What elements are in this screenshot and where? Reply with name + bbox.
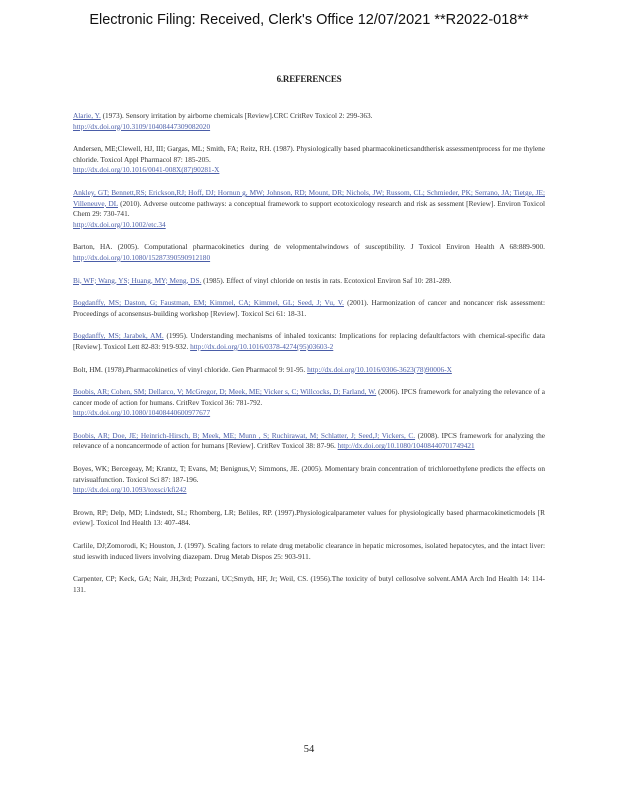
reference-authors-link[interactable]: Bi, WF; Wang, YS; Huang, MY; Meng, DS. — [73, 275, 202, 285]
reference-text: (2010). Adverse outcome pathways: a conceptual framework to support ecotoxicology research and risk as sessment [Review]. Environ Toxicol Chem 29: 730-741. — [73, 198, 545, 219]
reference-doi-link[interactable]: http://dx.doi.org/10.1016/0041-008X(87)90281-X — [73, 165, 220, 175]
reference-doi-link[interactable]: http://dx.doi.org/10.1016/0306-3623(78)90006-X — [307, 364, 452, 374]
reference-entry — [73, 541, 545, 562]
page-number: 54 — [303, 744, 315, 755]
reference-entry — [73, 574, 545, 595]
reference-entry — [73, 111, 545, 132]
reference-entry — [73, 242, 545, 263]
reference-doi-link[interactable]: http://dx.doi.org/10.1080/10408440701749421 — [337, 441, 475, 451]
reference-authors-link[interactable]: Boobis, AR; Doe, JE; Heinrich-Hirsch, B; Meek, ME; Munn , S; Ruchirawat, M; Schlatter, J; Seed,J; Vickers, C. — [73, 430, 416, 440]
reference-entry — [73, 508, 545, 529]
reference-text: (2006). IPCS framework for analyzing the relevance of a cancer mode of action for humans. CritRev Toxicol 36: 781-792. — [73, 387, 545, 407]
reference-entry — [73, 387, 545, 419]
reference-text: Carlile, DJ;Zomorodi, K; Houston, J. (1997). Scaling factors to relate drug metabolic clearance in hepatic microsomes, isolated hepatocytes, and the intact liver: stud ieswith induced livers involving diazepam. Drug Metab Dispos 25: 903-911. — [73, 541, 545, 561]
reference-entry — [73, 365, 545, 376]
reference-doi-link[interactable]: http://dx.doi.org/10.1093/toxsci/kfi242 — [73, 485, 187, 495]
reference-list — [73, 111, 545, 595]
reference-text: Carpenter, CP; Keck, GA; Nair, JH,3rd; Pozzani, UC;Smyth, HF, Jr; Weil, CS. (1956).The toxicity of butyl cellosolve solvent.AMA Arch Ind Health 14: 114-131. — [73, 574, 545, 594]
reference-authors-link[interactable]: Boobis, AR; Cohen, SM; Dellarco, V; McGregor, D; Meek, ME; Vicker s, C; Willcocks, D; Farland, W. — [73, 387, 377, 397]
reference-authors-link[interactable]: Ankley, GT; Bennett,RS; Erickson,RJ; Hoff, DJ; Hornun g, MW; Johnson, RD; Mount, DR; Nichols, JW; Russom, CL; Schmieder, PK; Serrano, JA; Tietge, JE; Villeneuve, DL — [73, 187, 545, 208]
reference-authors-link[interactable]: Alarie, Y. — [73, 111, 101, 120]
reference-text: Barton, HA. (2005). Computational pharmacokinetics during de velopmentalwindows of susceptibility. J Toxicol Environ Health A 68:889-900. — [73, 242, 545, 252]
reference-entry — [73, 276, 545, 287]
reference-text: Boyes, WK; Bercegeay, M; Krantz, T; Evans, M; Benignus,V; Simmons, JE. (2005). Momentary brain concentration of trichloroethylene predicts the effects on ratvisualfunction. Toxicol Sci 87: 187-196. — [73, 464, 545, 484]
reference-doi-link[interactable]: http://dx.doi.org/10.1002/etc.34 — [73, 219, 166, 229]
reference-text: (1985). Effect of vinyl chloride on testis in rats. Ecotoxicol Environ Saf 10: 281-289. — [203, 275, 452, 285]
reference-text: (2008). IPCS framework for analyzing the relevance of a noncancermode of action for humans [Review]. CritRev Toxicol 38: 87-96. — [73, 430, 546, 451]
section-title: 6.REFERENCES — [276, 74, 342, 84]
reference-entry — [73, 464, 545, 496]
reference-text: (1995). Understanding mechanisms of inhaled toxicants: Implications for replacing defaultfactors with chemical-specific data [Review]. Toxicol Lett 82-83: 919-932. — [73, 331, 545, 351]
reference-text: Brown, RP; Delp, MD; Lindstedt, SL; Rhomberg, LR; Beliles, RP. (1997).Physiologicalparameter values for physiologically based pharmacokineticmodels [R eview]. Toxicol Ind Health 13: 407-484. — [73, 507, 545, 528]
reference-text: (1973). Sensory irritation by airborne chemicals [Review].CRC CritRev Toxicol 2: 299-363. — [102, 111, 373, 120]
reference-entry — [73, 331, 545, 352]
reference-text: Andersen, ME;Clewell, HJ, III; Gargas, ML; Smith, FA; Reitz, RH. (1987). Physiologically based pharmacokineticsandtherisk assessmentprocess for me thylene chloride. Toxicol Appl Pharmacol 87: 185-205. — [73, 144, 545, 164]
reference-entry — [73, 298, 545, 319]
reference-entry — [73, 188, 545, 230]
filing-header: Electronic Filing: Received, Clerk's Office 12/07/2021 **R2022-018** — [89, 12, 529, 28]
reference-authors-link[interactable]: Bogdanffy, MS; Daston, G; Faustman, EM; Kimmel, CA; Kimmel, GL; Seed, J; Vu, V. — [73, 298, 344, 308]
reference-authors-link[interactable]: Bogdanffy, MS; Jarabek, AM. — [73, 331, 164, 341]
reference-text: Bolt, HM. (1978).Pharmacokinetics of vinyl chloride. Gen Pharmacol 9: 91-95. — [73, 364, 306, 374]
reference-entry — [73, 431, 545, 452]
reference-doi-link[interactable]: http://dx.doi.org/10.1016/0378-4274(95)03603-2 — [190, 341, 334, 351]
reference-text: (2001). Harmonization of cancer and noncancer risk assessment: Proceedings of aconsensus-building workshop [Review]. Toxicol Sci 61: 18-31. — [73, 298, 545, 318]
reference-doi-link[interactable]: http://dx.doi.org/10.1080/10408440600977677 — [73, 408, 211, 418]
reference-doi-link[interactable]: http://dx.doi.org/10.1080/15287390590912180 — [73, 252, 211, 262]
reference-entry — [73, 144, 545, 176]
reference-doi-link[interactable]: http://dx.doi.org/10.3109/10408447309082020 — [73, 121, 211, 131]
